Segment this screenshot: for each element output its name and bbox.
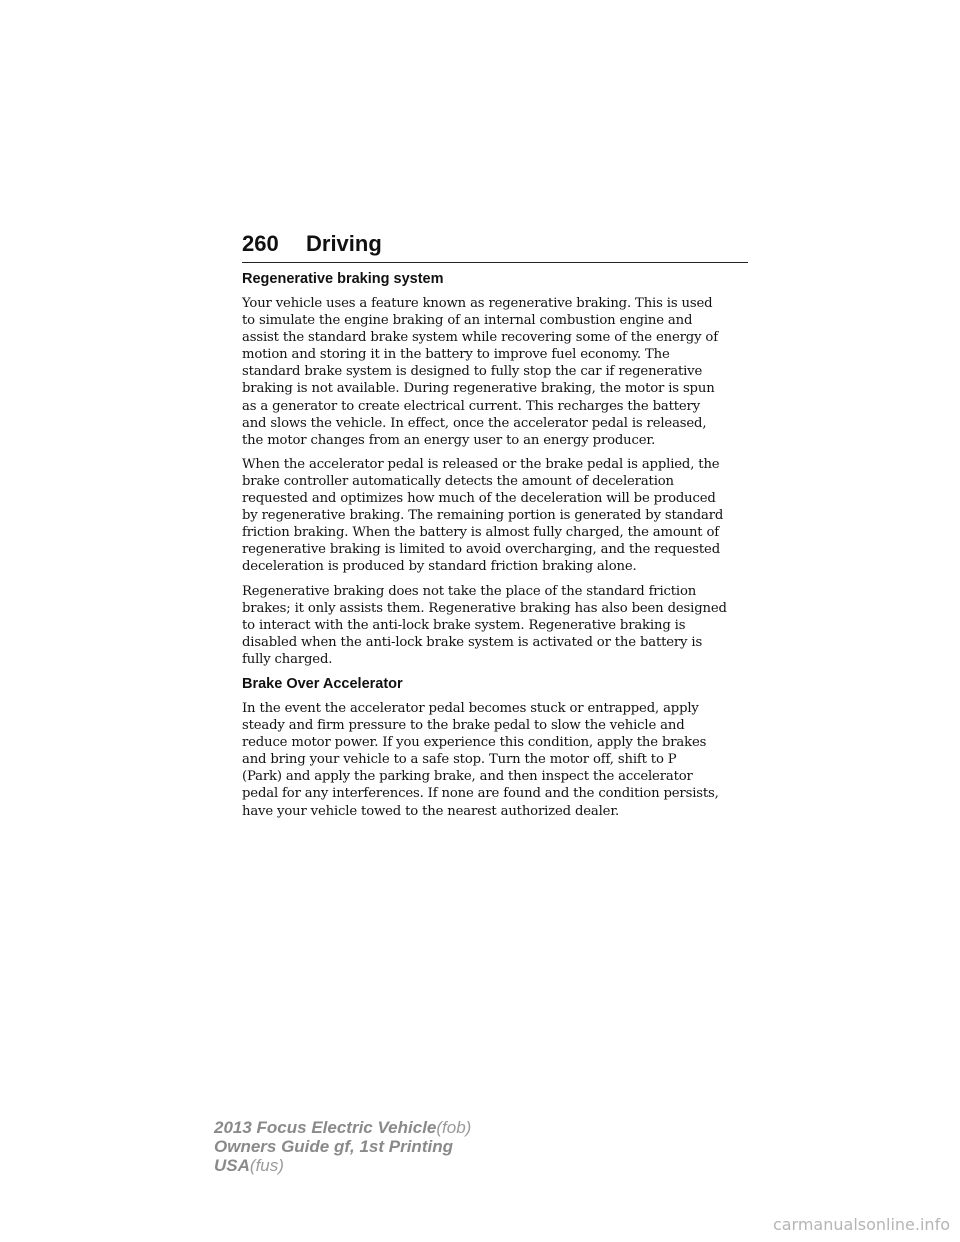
regenerative-braking-heading: Regenerative braking system bbox=[242, 271, 444, 287]
body-paragraph bbox=[242, 583, 748, 668]
text-line: In the event the accelerator pedal becomes stuck or entrapped, apply bbox=[242, 700, 699, 716]
text-line: braking is not available. During regenerative braking, the motor is spun bbox=[242, 381, 715, 397]
footer-line-1 bbox=[214, 1118, 471, 1137]
text-line: and slows the vehicle. In effect, once the accelerator pedal is released, bbox=[242, 415, 707, 431]
text-line: requested and optimizes how much of the deceleration will be produced bbox=[242, 491, 716, 507]
footer-market-code: (fus) bbox=[249, 1156, 284, 1175]
body-paragraph bbox=[242, 295, 748, 449]
text-line: as a generator to create electrical current. This recharges the battery bbox=[242, 398, 700, 414]
text-line: assist the standard brake system while recovering some of the energy of bbox=[242, 330, 718, 346]
text-line: to interact with the anti-lock brake system. Regenerative braking is bbox=[242, 617, 686, 633]
brake-over-accelerator-heading: Brake Over Accelerator bbox=[242, 675, 403, 692]
text-line: standard brake system is designed to fully stop the car if regenerative bbox=[242, 364, 703, 380]
footer-vehicle-code: (fob) bbox=[436, 1118, 472, 1137]
footer-line-3 bbox=[214, 1156, 471, 1175]
footer-market: USA bbox=[214, 1156, 250, 1175]
page-content bbox=[242, 270, 748, 827]
text-line: brake controller automatically detects the amount of deceleration bbox=[242, 473, 674, 489]
text-line: fully charged. bbox=[242, 651, 333, 667]
text-line: the motor changes from an energy user to an energy producer. bbox=[242, 432, 656, 448]
text-line: deceleration is produced by standard friction braking alone. bbox=[242, 559, 637, 575]
body-paragraph bbox=[242, 700, 748, 820]
text-line: by regenerative braking. The remaining portion is generated by standard bbox=[242, 508, 724, 524]
text-line: pedal for any interferences. If none are found and the condition persists, bbox=[242, 786, 719, 802]
text-line: reduce motor power. If you experience this condition, apply the brakes bbox=[242, 735, 707, 751]
text-line: (Park) and apply the parking brake, and then inspect the accelerator bbox=[242, 769, 693, 785]
footer-vehicle: 2013 Focus Electric Vehicle bbox=[214, 1118, 437, 1137]
footer-line-2 bbox=[214, 1137, 471, 1156]
text-line: and bring your vehicle to a safe stop. Turn the motor off, shift to P bbox=[242, 752, 677, 768]
text-line: disabled when the anti-lock brake system is activated or the battery is bbox=[242, 634, 703, 650]
text-line: Regenerative braking does not take the place of the standard friction bbox=[242, 583, 697, 599]
text-line: steady and firm pressure to the brake pedal to slow the vehicle and bbox=[242, 718, 685, 734]
body-paragraph bbox=[242, 456, 748, 576]
text-line: motion and storing it in the battery to improve fuel economy. The bbox=[242, 347, 670, 363]
text-line: regenerative braking is limited to avoid overcharging, and the requested bbox=[242, 542, 720, 558]
text-line: friction braking. When the battery is almost fully charged, the amount of bbox=[242, 525, 720, 541]
document-footer bbox=[214, 1118, 471, 1175]
text-line: to simulate the engine braking of an internal combustion engine and bbox=[242, 313, 693, 329]
text-line: have your vehicle towed to the nearest authorized dealer. bbox=[242, 803, 620, 819]
page-header bbox=[242, 232, 748, 263]
section-title: Driving bbox=[306, 231, 382, 256]
text-line: brakes; it only assists them. Regenerative braking has also been designed bbox=[242, 600, 727, 616]
text-line: Your vehicle uses a feature known as regenerative braking. This is used bbox=[242, 296, 713, 311]
page-number: 260 bbox=[242, 231, 279, 256]
text-line: When the accelerator pedal is released or the brake pedal is applied, the bbox=[242, 456, 720, 472]
watermark-text: carmanualsonline.info bbox=[772, 1215, 950, 1234]
footer-guide: Owners Guide gf, 1st Printing bbox=[214, 1137, 453, 1156]
